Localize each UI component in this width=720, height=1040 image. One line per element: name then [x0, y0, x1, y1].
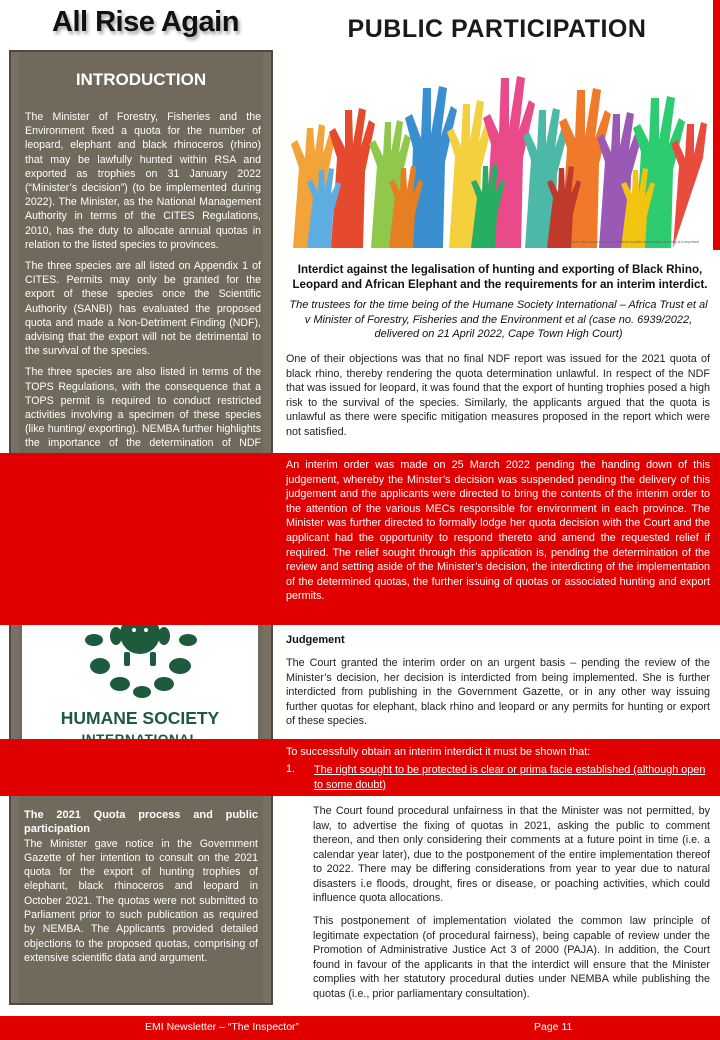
sidebar-heading: INTRODUCTION — [75, 70, 207, 89]
raised-hands-icon — [285, 48, 709, 250]
requirement-item: The right sought to be protected is clear or prima facie established (although open to some doubt) — [314, 764, 706, 791]
interim-order-text: An interim order was made on 25 March 2022 pending the handing down of this judgement, whereby the Minster’s decision was suspended pending the delivery of this judgement and the applicants were directed to bring the contents of the interim order to the attention of the various MECs responsible for environment in each province. The Minister was further directed to formally lodge her quota decision with the Court and the applicant had the opportunity to respond thereto and amend the requested relief if required. The relief sought through this application is, pending the determination of the review and setting aside of the Minister’s decision, the interdicting of the implementation of the determined quotas, the further issuing of quotas or associated hunting and export permits. — [286, 459, 710, 603]
quota-text: The Minister gave notice in the Government Gazette of her intention to consult on the 2021 quota for the export of hunting trophies of elephant, black rhinoceros and leopard in October 2021. The quotas were not submitted to Parliament prior to such publication as required by NEMBA. The Applicants provided detailed objections to the proposed quotas, comprising of extensive scientific data and argument. — [24, 837, 258, 964]
intro-paragraph: The three species are also listed in terms of the TOPS Regulations, with the consequence that a TOPS permit is required to conduct restricted activities involving a specimen of these species (like hunting/ exporting). NEMBA further highlights the importance of the determination of NDF — [25, 366, 261, 450]
quota-section — [24, 808, 258, 965]
newsletter-name: EMI Newsletter – “The Inspector” — [145, 1021, 300, 1033]
judgement-text: The Court granted the interim order on an urgent basis – pending the review of the Minister’s decision, her decision is interdicted from being implemented. She is further interdicted from publishing in the Government Gazette, or in any other way issuing further quotas for elephant, black rhino and leopard or any permits for hunting or export of these species. — [286, 657, 710, 727]
footer-bar — [0, 1016, 720, 1040]
logo-line-1: HUMANE SOCIETY — [60, 708, 220, 728]
image-credit: Source: https://www.example.com/what-is-public-participation-and-why-is-it-important — [567, 240, 699, 244]
judgement-heading: Judgement — [286, 634, 345, 646]
page-number: Page 11 — [534, 1021, 573, 1033]
legitimate-expectation-paragraph: This postponement of implementation violated the common law principle of legitimate expectation (of procedural fairness), being capable of review under the Promotion of Administrative Justice Act 3 of 2000 (PAJA). In addition, the Court found in favour of the applicants in that the interdict will ensure that the Minister complies with her statutory procedural duties under NEMBA while publishing the quotas (i.e., prior parliamentary consultation). — [313, 915, 710, 1000]
objections-paragraph: One of their objections was that no final NDF report was issued for the 2021 quota of black rhino, thereby rendering the quota determination unlawful. In respect of the NDF that was issued for leopard, it was found that the export of hunting trophies posed a high risk to the survival of the species. Similarly, the applicants argued that the quota is unlawful as there were specific mitigation measures proposed in the report which were not satisfied. — [286, 353, 710, 438]
article-heading: Interdict against the legalisation of hunting and exporting of Black Rhino, Leopard and African Elephant and the requirements for an interim interdict. — [292, 263, 708, 291]
requirement-number: 1. — [286, 763, 296, 775]
sidebar-intro-text — [25, 110, 261, 500]
case-citation: The trustees for the time being of the Humane Society International – Africa Trust et al v Minister of Forestry, Fisheries and the Environment et al (case no. 6939/2022, delivered on 21 April 2022, Cape Town High Court) — [289, 299, 708, 340]
intro-paragraph: The Minister of Forestry, Fisheries and the Environment fixed a quota for the number of leopard, elephant and black rhinoceros (rhino) that may be lawfully hunted within RSA and exported as trophies on 31 January 2022 (“Minister’s decision”) (to be implemented during 2022). The Minister, as the National Management Authority in terms of the CITES Regulations, 2010, has the duty to allocate annual quotas in relation to the listed species to provinces. — [25, 111, 261, 251]
requirement-intro: To successfully obtain an interim interdict it must be shown that: — [286, 746, 591, 758]
quota-title: The 2021 Quota process and public participation — [24, 809, 258, 836]
image-title: PUBLIC PARTICIPATION — [347, 15, 647, 43]
page-title: All Rise Again — [52, 6, 239, 38]
public-participation-image — [285, 8, 709, 250]
procedural-unfairness-paragraph: The Court found procedural unfairness in that the Minister was not permitted, by law, to advertise the fixing of quotas in 2021, asking the public to comment thereon, and then only considering their comments at a future point in time (i.e. a calendar year later), due to the postponement of the entire implementation thereof to 2022. There may be differing considerations from year to year due to natural disasters i.e floods, drought, fires or disease, or poaching activities, which could influence quota allocations. — [313, 805, 710, 904]
intro-paragraph: The three species are all listed on Appendix 1 of CITES. Permits may only be granted for the export of these species once the Scientific Authority (SANBI) has evaluated the proposed quota and made a Non-Detriment Finding (NDF), advising that the export will not be detrimental to the survival of the species. — [25, 260, 261, 358]
accent-strip — [713, 0, 720, 250]
